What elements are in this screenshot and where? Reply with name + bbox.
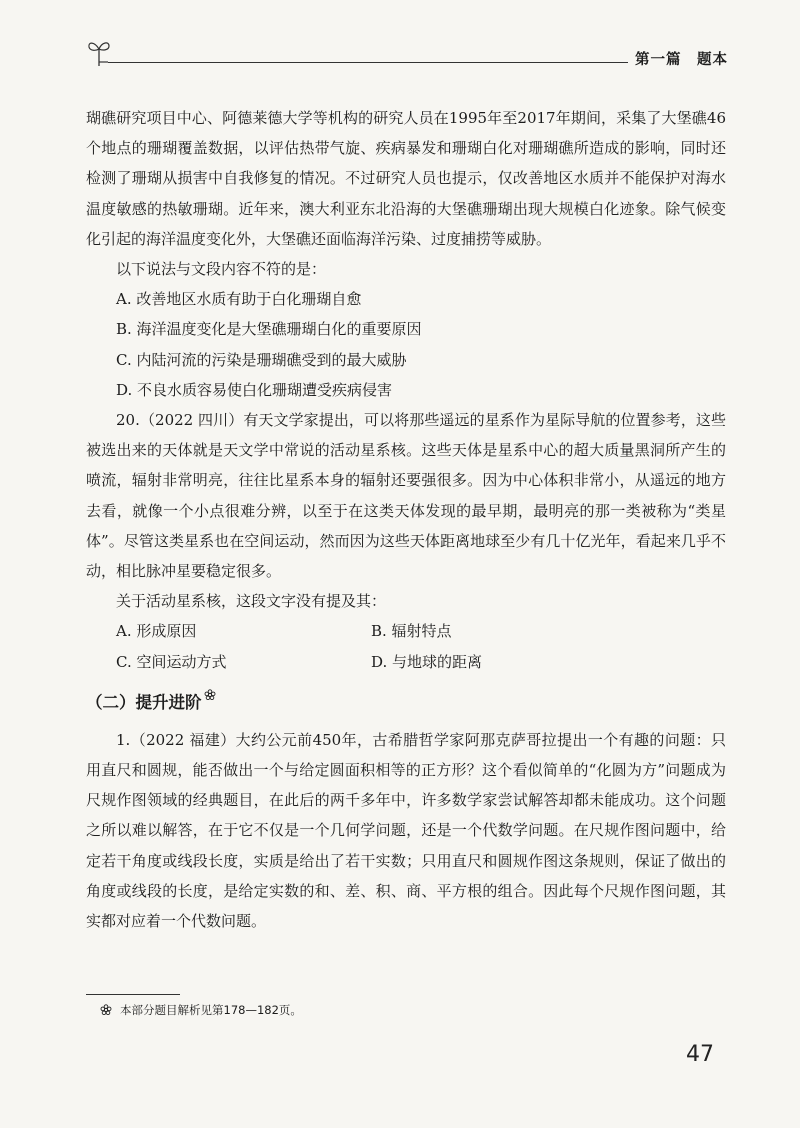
flower-icon — [100, 1004, 112, 1016]
question-20-option-d: D. 与地球的距离 — [371, 652, 483, 671]
question-19-option-b: B. 海洋温度变化是大堡礁珊瑚白化的重要原因 — [116, 320, 422, 339]
sprout-icon — [86, 36, 112, 68]
subheading-text: （二）提升进阶 — [86, 692, 202, 712]
flower-icon — [204, 689, 216, 701]
question-20-option-c: C. 空间运动方式 — [116, 652, 227, 671]
passage-19-continued: 瑚礁研究项目中心、阿德莱德大学等机构的研究人员在1995年至2017年期间，采集了大堡礁46个地点的珊瑚覆盖数据，以评估热带气旋、疾病暴发和珊瑚白化对珊瑚礁所造成的影响，同时还检测了珊瑚从损害中自我修复的情况。不过研究人员也提示，仅改善地区水质并不能保护对海水温度敏感的热敏珊瑚。近年来，澳大利亚东北沿海的大堡礁珊瑚出现大规模白化迹象。除气候变化引起的海洋温度变化外，大堡礁还面临海洋污染、过度捕捞等威胁。 — [86, 109, 726, 248]
question-19-option-a: A. 改善地区水质有助于白化珊瑚自愈 — [116, 290, 362, 309]
footnote — [100, 1002, 302, 1018]
question-20-option-b: B. 辐射特点 — [371, 622, 452, 641]
question-20-passage: 20.（2022 四川）有天文学家提出，可以将那些遥远的星系作为星际导航的位置参考，这些被选出来的天体就是天文学中常说的活动星系核。这些天体是星系中心的超大质量黑洞所产生的喷流，辐射非常明亮，往往比星系本身的辐射还要强很多。因为中心体积非常小，从遥远的地方去看，就像一个小点很难分辨，以至于在这类天体发现的最早期，最明亮的那一类被称为“类星体”。尽管这类星系也在空间运动，然而因为这些天体距离地球至少有几十亿光年，看起来几乎不动，相比脉冲星要稳定很多。 — [86, 411, 726, 581]
body-text — [86, 103, 726, 936]
question-19-option-c: C. 内陆河流的污染是珊瑚礁受到的最大威胁 — [116, 350, 407, 369]
question-20-options-row-1 — [86, 616, 726, 646]
question-20-options-row-2 — [86, 647, 726, 677]
header-rule — [108, 62, 628, 63]
section-title: 第一篇 题本 — [635, 52, 728, 68]
section-subheading — [86, 689, 726, 717]
footnote-rule — [86, 994, 180, 995]
page-number: 47 — [686, 1042, 714, 1067]
question-20-option-a: A. 形成原因 — [116, 622, 197, 641]
page-header — [86, 36, 726, 76]
question-19-stem: 以下说法与文段内容不符的是： — [116, 260, 327, 279]
question-1-passage: 1.（2022 福建）大约公元前450年，古希腊哲学家阿那克萨哥拉提出一个有趣的问题：只用直尺和圆规，能否做出一个与给定圆面积相等的正方形？这个看似简单的“化圆为方”问题成为尺规作图领域的经典题目，在此后的两千多年中，许多数学家尝试解答却都未能成功。这个问题之所以难以解答，在于它不仅是一个几何学问题，还是一个代数学问题。在尺规作图问题中，给定若干角度或线段长度，实质是给出了若干实数；只用直尺和圆规作图这条规则，保证了做出的角度或线段的长度，是给定实数的和、差、积、商、平方根的组合。因此每个尺规作图问题，其实都对应着一个代数问题。 — [86, 730, 726, 931]
question-19-option-d: D. 不良水质容易使白化珊瑚遭受疾病侵害 — [116, 380, 393, 399]
footnote-text: 本部分题目解析见第178—182页。 — [120, 1003, 302, 1017]
question-20-stem: 关于活动星系核，这段文字没有提及其： — [116, 592, 387, 611]
